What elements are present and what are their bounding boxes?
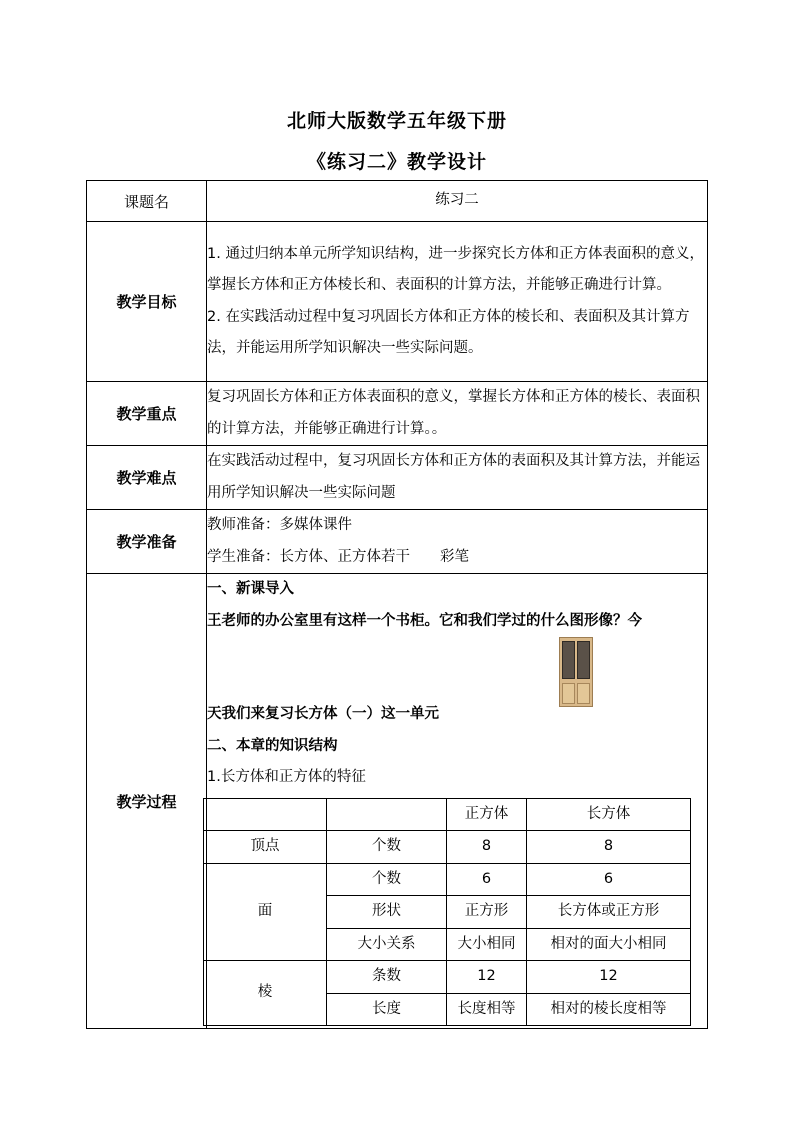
process-label: 教学过程 <box>87 574 207 1029</box>
section-1-text-a: 王老师的办公室里有这样一个书柜。它和我们学过的什么图形像？今 <box>207 612 642 629</box>
vertex-cube: 8 <box>447 831 527 864</box>
face-count-cuboid: 6 <box>527 863 691 896</box>
goal-item-1: 1. 通过归纳本单元所学知识结构，进一步探究长方体和正方体表面积的意义，掌握长方体和正方体棱长和、表面积的计算方法，并能够正确进行计算。 <box>207 245 704 293</box>
features-table <box>203 798 691 1027</box>
edge-length-cube: 长度相等 <box>447 993 527 1026</box>
prep-label: 教学准备 <box>87 510 207 574</box>
difficulty-label: 教学难点 <box>87 446 207 510</box>
teacher-prep: 教师准备：多媒体课件 <box>207 517 352 533</box>
goals-content <box>207 222 708 382</box>
vertex-label: 顶点 <box>204 831 327 864</box>
edge-count-label: 条数 <box>327 961 447 994</box>
face-shape-cube: 正方形 <box>447 896 527 929</box>
header-empty-1 <box>204 798 327 831</box>
face-count-cube: 6 <box>447 863 527 896</box>
key-points-label: 教学重点 <box>87 382 207 446</box>
student-prep <box>207 542 707 574</box>
header-empty-2 <box>327 798 447 831</box>
face-count-label: 个数 <box>327 863 447 896</box>
edge-count-cuboid: 12 <box>527 961 691 994</box>
edge-label: 棱 <box>204 961 327 1026</box>
bookcase-icon <box>559 637 593 707</box>
edge-length-label: 长度 <box>327 993 447 1026</box>
difficulty-text: 在实践活动过程中，复习巩固长方体和正方体的表面积及其计算方法，并能运用所学知识解决一些实际问题 <box>207 446 708 510</box>
prep-content <box>207 510 708 574</box>
section-2-heading: 二、本章的知识结构 <box>207 737 338 754</box>
section-1-heading: 一、新课导入 <box>207 581 294 597</box>
bookcase-image <box>207 637 707 699</box>
section-1-text-b: 天我们来复习长方体（一）这一单元 <box>207 706 439 722</box>
face-label: 面 <box>204 863 327 961</box>
edge-count-cube: 12 <box>447 961 527 994</box>
edge-length-cuboid: 相对的棱长度相等 <box>527 993 691 1026</box>
face-size-label: 大小关系 <box>327 928 447 961</box>
header-cube: 正方体 <box>447 798 527 831</box>
document-title: 北师大版数学五年级下册 <box>286 110 507 132</box>
face-size-cuboid: 相对的面大小相同 <box>527 928 691 961</box>
header-cuboid: 长方体 <box>527 798 691 831</box>
topic-label: 课题名 <box>87 181 207 222</box>
student-prep-text: 学生准备：长方体、正方体若干 <box>207 548 410 565</box>
face-size-cube: 大小相同 <box>447 928 527 961</box>
face-shape-label: 形状 <box>327 896 447 929</box>
process-content <box>207 574 708 1029</box>
vertex-count-label: 个数 <box>327 831 447 864</box>
student-prep-extra: 彩笔 <box>440 548 469 565</box>
vertex-cuboid: 8 <box>527 831 691 864</box>
goals-label: 教学目标 <box>87 222 207 382</box>
section-2-subheading: 1.长方体和正方体的特征 <box>207 769 366 785</box>
topic-value: 练习二 <box>207 181 708 222</box>
document-subtitle: 《练习二》教学设计 <box>306 151 487 173</box>
key-points-text: 复习巩固长方体和正方体表面积的意义，掌握长方体和正方体的棱长、表面积的计算方法，并能够正确进行计算。。 <box>207 382 708 446</box>
goal-item-2: 2. 在实践活动过程中复习巩固长方体和正方体的棱长和、表面积及其计算方法，并能运用所学知识解决一些实际问题。 <box>207 308 690 356</box>
face-shape-cuboid: 长方体或正方形 <box>527 896 691 929</box>
lesson-plan-table <box>86 180 708 1029</box>
